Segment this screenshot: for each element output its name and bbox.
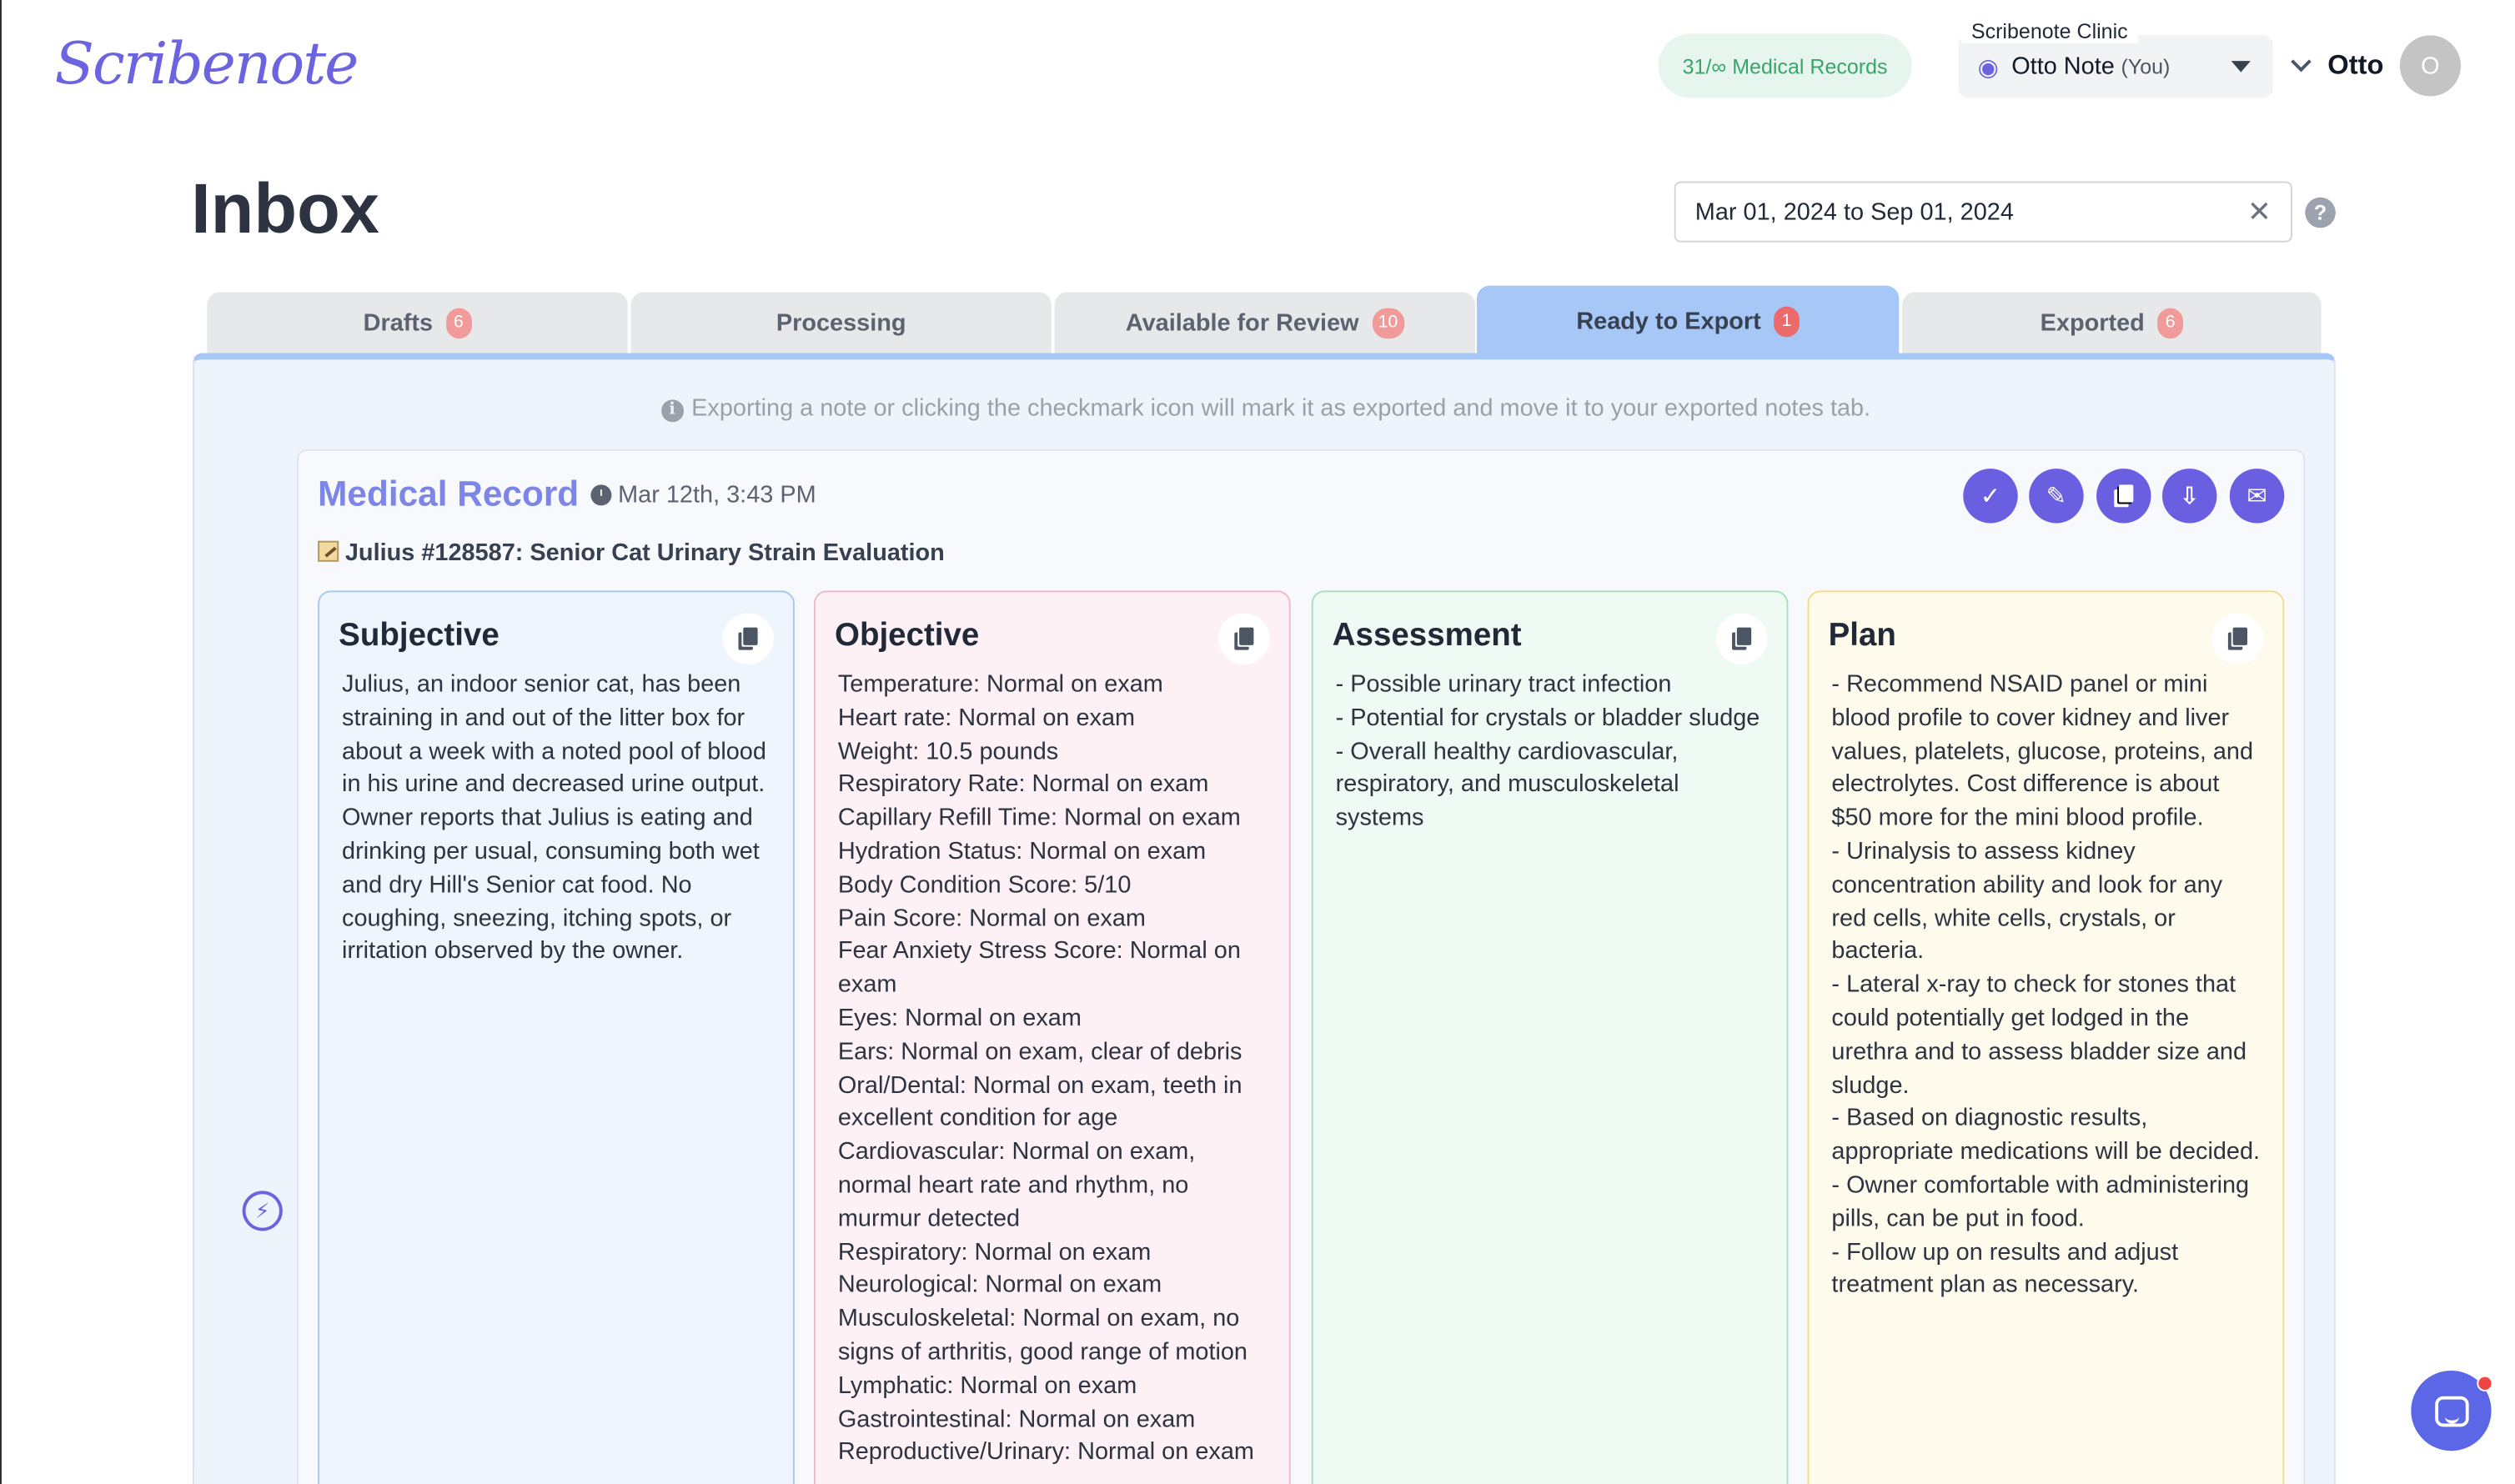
objective-section xyxy=(814,590,1291,1484)
users-icon: ◉ xyxy=(1977,53,1999,82)
chevron-down-icon xyxy=(2291,52,2312,73)
subjective-section xyxy=(318,590,795,1484)
record-heading xyxy=(318,539,945,567)
avatar[interactable]: O xyxy=(2400,35,2461,96)
info-icon: i xyxy=(661,399,684,421)
section-title: Objective xyxy=(835,618,980,654)
lightning-icon[interactable]: ⚡ xyxy=(243,1191,283,1231)
help-icon[interactable]: ? xyxy=(2305,198,2336,228)
copy-icon xyxy=(2228,628,2247,650)
section-title: Plan xyxy=(1828,618,1896,654)
section-body[interactable]: Julius, an indoor senior cat, has been straining in and out of the litter box for about a week with a noted pool of blood in his urine and decreased urine output. Owner reports that Julius is eating and drinking per usual, consuming both wet and dry Hill's Senior cat food. No coughing, sneezing, itching spots, or irritation observed by the owner. xyxy=(342,670,773,965)
assessment-section xyxy=(1312,590,1789,1484)
tab-count-badge: 6 xyxy=(446,308,472,338)
section-title: Subjective xyxy=(339,618,499,654)
email-button[interactable] xyxy=(2230,469,2284,523)
tab-count-badge: 10 xyxy=(1372,308,1404,338)
notification-dot xyxy=(2477,1376,2492,1391)
edit-button[interactable] xyxy=(2029,469,2083,523)
date-range-value: Mar 01, 2024 to Sep 01, 2024 xyxy=(1694,198,2014,226)
tab-label: Drafts xyxy=(363,308,434,337)
export-info-text: Exporting a note or clicking the checkmark icon will mark it as exported and move it to your exported notes tab. xyxy=(691,394,1871,423)
tab-label: Exported xyxy=(2040,308,2145,337)
export-info xyxy=(194,395,2337,423)
copy-objective-button[interactable] xyxy=(1218,613,1270,664)
tab-label: Processing xyxy=(776,308,906,337)
copy-icon xyxy=(2114,484,2133,507)
plan-section xyxy=(1808,590,2285,1484)
clinic-user-you: (You) xyxy=(2121,54,2171,79)
section-body[interactable]: Temperature: Normal on exam Heart rate: Normal on exam Weight: 10.5 pounds Respiratory Rate: Normal on exam Capillary Refill Time: Normal on exam Hydration Status: Normal on exam Body Condition Score: 5/10 Pain Score: Normal on exam Fear Anxiety Stress Score: Normal on exam Eyes: Normal on exam Ears: Normal on exam, clear of debris Oral/Dental: Normal on exam, teeth in excellent condition for age Cardiovascular: Normal on exam, normal heart rate and rhythm, no murmur detected Respiratory: Normal on exam Neurological: Normal on exam Musculoskeletal: Normal on exam, no signs of arthritis, good range of motion Lymphatic: Normal on exam Gastrointestinal: Normal on exam Reproductive/Urinary: Normal on exam xyxy=(837,670,1254,1466)
email-icon: ✉ xyxy=(2246,483,2267,511)
tab-label: Available for Review xyxy=(1125,308,1359,337)
medical-records-counter: 31/∞ Medical Records xyxy=(1659,33,1912,98)
page-title: Inbox xyxy=(191,170,379,249)
memo-icon xyxy=(318,541,339,562)
tab-count-badge: 1 xyxy=(1774,306,1800,337)
tab-drafts[interactable] xyxy=(207,292,627,353)
section-body[interactable]: - Recommend NSAID panel or mini blood profile to cover kidney and liver values, platelets, glucose, proteins, and electrolytes. Cost difference is about $50 more for the mini blood profile. - Urinalysis to assess kidney concentration ability and look for any red cells, white cells, crystals, or bacteria. - Lateral x-ray to check for stones that could potentially get lodged in the urethra and to assess bladder size and sludge. - Based on diagnostic results, appropriate medications will be decided. - Owner comfortable with administering pills, can be put in food. - Follow up on results and adjust treatment plan as necessary. xyxy=(1831,670,2261,1299)
clock-icon xyxy=(590,484,611,505)
copy-all-button[interactable] xyxy=(2096,469,2151,523)
copy-plan-button[interactable] xyxy=(2212,613,2264,664)
scribenote-logo[interactable]: Scribenote xyxy=(54,32,358,98)
record-heading-text: Julius #128587: Senior Cat Urinary Strain Evaluation xyxy=(344,539,945,567)
tab-ready-to-export[interactable] xyxy=(1477,286,1899,357)
section-body[interactable]: - Possible urinary tract infection - Potential for crystals or bladder sludge - Overall healthy cardiovascular, respiratory, and musculoskeletal systems xyxy=(1335,670,1760,832)
date-range-input[interactable] xyxy=(1674,182,2292,243)
clinic-user-name: Otto Note xyxy=(2011,53,2115,81)
clinic-user-select[interactable] xyxy=(1959,35,2273,98)
copy-icon xyxy=(739,628,758,650)
copy-subjective-button[interactable] xyxy=(722,613,774,664)
check-icon: ✓ xyxy=(1980,483,2001,511)
copy-icon xyxy=(1234,628,1253,650)
tab-available-for-review[interactable] xyxy=(1055,292,1475,353)
clear-icon[interactable]: ✕ xyxy=(2246,195,2272,228)
mark-exported-button[interactable] xyxy=(1963,469,2017,523)
record-time-text: Mar 12th, 3:43 PM xyxy=(618,481,816,509)
tab-label: Ready to Export xyxy=(1576,307,1761,335)
user-menu[interactable] xyxy=(2294,35,2461,96)
tab-exported[interactable] xyxy=(1902,292,2321,353)
download-button[interactable] xyxy=(2162,469,2216,523)
user-name: Otto xyxy=(2327,49,2384,81)
record-type[interactable]: Medical Record xyxy=(318,473,580,514)
tab-processing[interactable] xyxy=(631,292,1052,353)
copy-assessment-button[interactable] xyxy=(1716,613,1768,664)
caret-down-icon xyxy=(2231,61,2251,72)
record-time xyxy=(590,482,816,509)
clinic-label: Scribenote Clinic xyxy=(1961,19,2137,43)
section-title: Assessment xyxy=(1332,618,1522,654)
edit-icon: ✎ xyxy=(2046,483,2067,511)
tab-count-badge: 6 xyxy=(2157,308,2183,338)
download-icon: ⇩ xyxy=(2179,483,2200,511)
chat-icon xyxy=(2434,1396,2467,1426)
copy-icon xyxy=(1732,628,1751,650)
